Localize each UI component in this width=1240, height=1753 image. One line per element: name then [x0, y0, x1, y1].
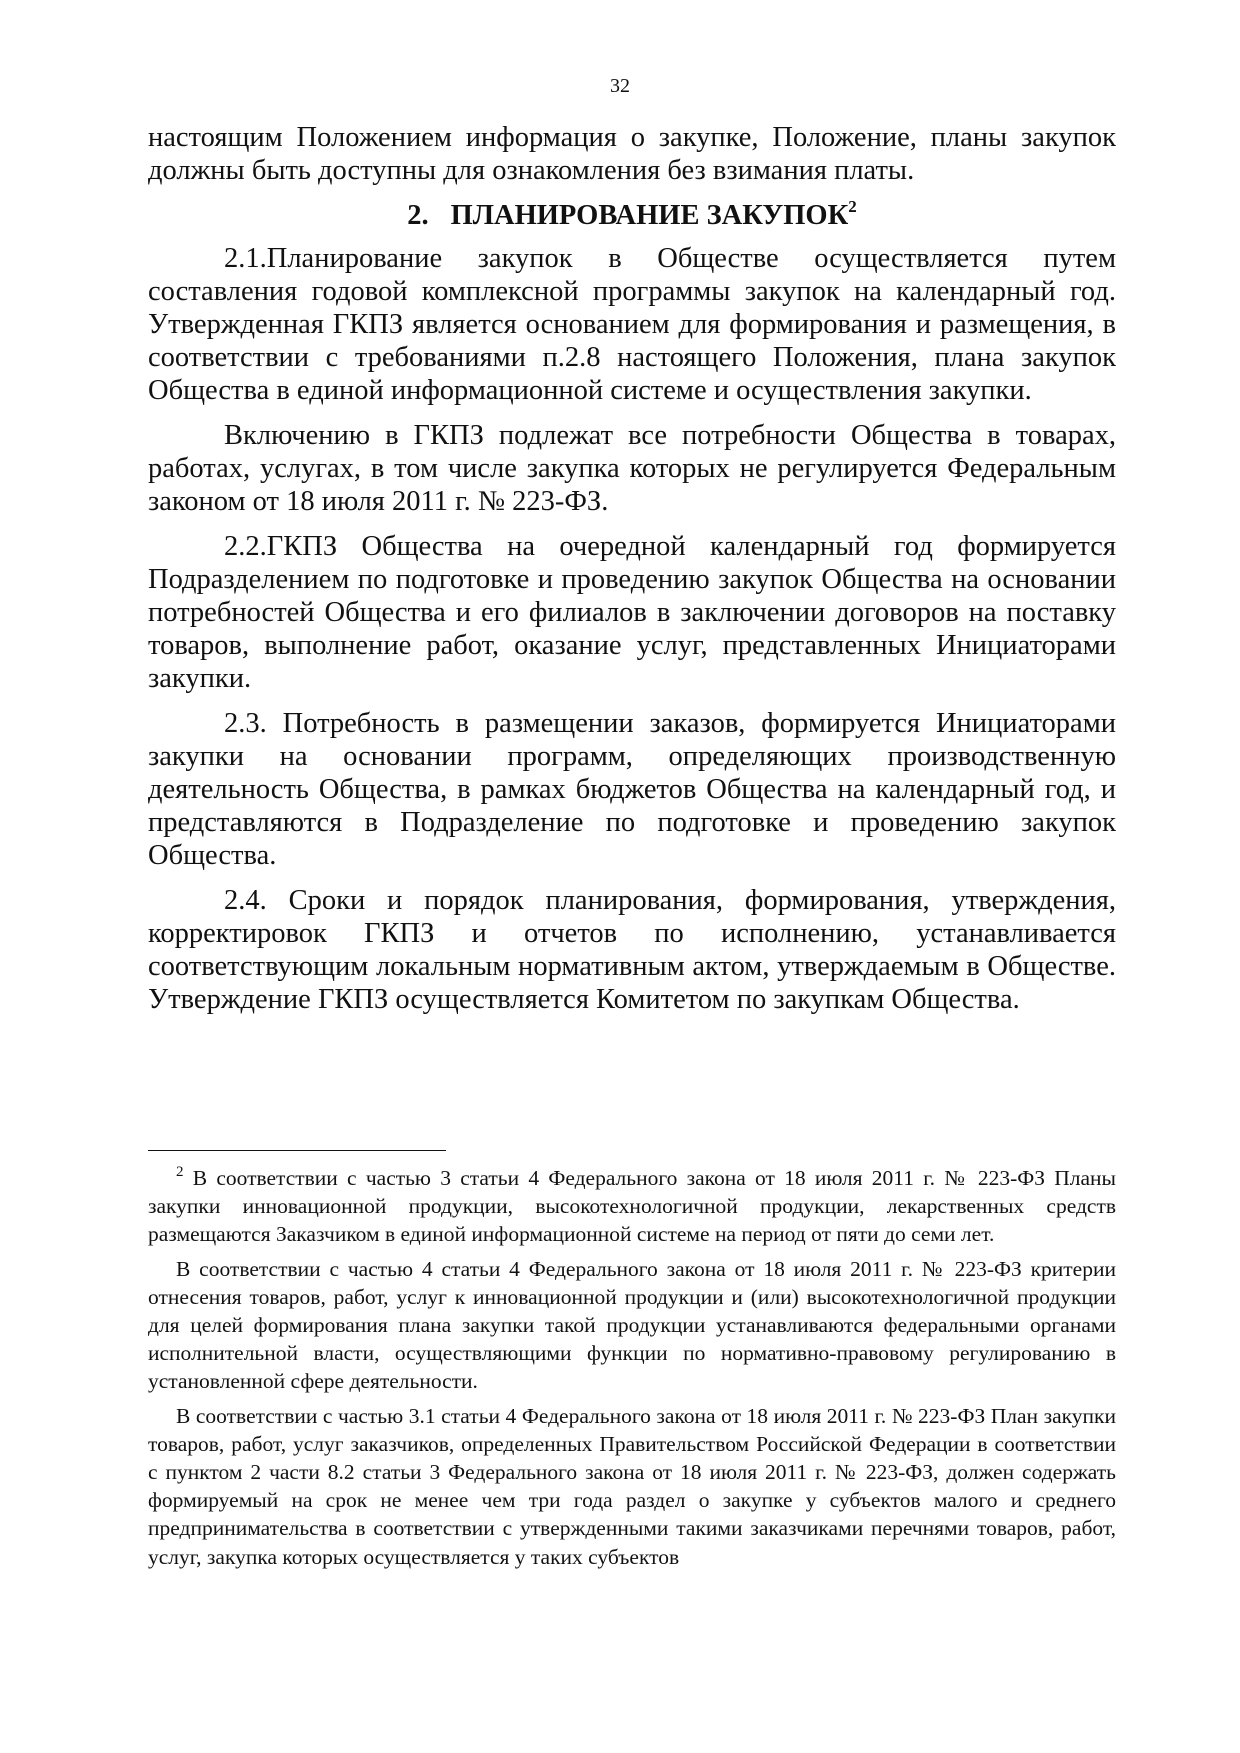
main-text	[148, 121, 1116, 1028]
paragraph-2-3: 2.3. Потребность в размещении заказов, формируется Инициаторами закупки на основании программ, определяющих производственную деятельность Общества, в рамках бюджетов Общества на календарный год, и представляются в Подразделение по подготовке и проведению закупок Общества.	[148, 708, 1116, 871]
footnote-text: В соответствии с частью 3 статьи 4 Федерального закона от 18 июля 2011 г. № 223-ФЗ Планы закупки инновационной продукции, высокотехнологичной продукции, лекарственных средств размещаются Заказчиком в единой информационной системе на период от пяти до семи лет.	[148, 1166, 1117, 1247]
section-title: ПЛАНИРОВАНИЕ ЗАКУПОК	[450, 200, 849, 231]
footnote-marker: 2	[176, 1164, 184, 1180]
page-number: 32	[610, 75, 630, 97]
footnote-3: В соответствии с частью 3.1 статьи 4 Федерального закона от 18 июля 2011 г. № 223-ФЗ План закупки товаров, работ, услуг заказчиков, определенных Правительством Российской Федерации в соответствии с пунктом 2 части 8.2 статьи 3 Федерального закона от 18 июля 2011 г. № 223-ФЗ, должен содержать формируемый на срок не менее чем три года раздел о закупке у субъектов малого и среднего предпринимательства в соответствии с утвержденными такими заказчиками перечнями товаров, работ, услуг, закупка которых осуществляется у таких субъектов	[148, 1403, 1116, 1569]
footnote-separator	[148, 1150, 446, 1151]
section-number: 2.	[407, 200, 429, 231]
paragraph-2-2: 2.2.ГКПЗ Общества на очередной календарный год формируется Подразделением по подготовке и проведению закупок Общества на основании потребностей Общества и его филиалов в заключении договоров на поставку товаров, выполнение работ, оказание услуг, представленных Инициаторами закупки.	[148, 531, 1116, 694]
footnote-1	[148, 1164, 1116, 1249]
paragraph-2-1: 2.1.Планирование закупок в Обществе осуществляется путем составления годовой комплексной программы закупок на календарный год. Утвержденная ГКПЗ является основанием для формирования и размещения, в соответствии с требованиями п.2.8 настоящего Положения, плана закупок Общества в единой информационной системе и осуществления закупки.	[148, 243, 1116, 406]
footnote-reference[interactable]: 2	[848, 197, 857, 216]
continuation-paragraph: настоящим Положением информация о закупке, Положение, планы закупок должны быть доступны для ознакомления без взимания платы.	[148, 122, 1116, 186]
paragraph-inclusion: Включению в ГКПЗ подлежат все потребности Общества в товарах, работах, услугах, в том числе закупка которых не регулируется Федеральным законом от 18 июля 2011 г. № 223-ФЗ.	[148, 420, 1116, 517]
paragraph-2-4: 2.4. Сроки и порядок планирования, формирования, утверждения, корректировок ГКПЗ и отчетов по исполнению, устанавливается соответствующим локальным нормативным актом, утверждаемым в Обществе. Утверждение ГКПЗ осуществляется Комитетом по закупкам Общества.	[148, 885, 1116, 1015]
footnotes	[148, 1164, 1116, 1577]
footnote-2: В соответствии с частью 4 статьи 4 Федерального закона от 18 июля 2011 г. № 223-ФЗ критерии отнесения товаров, работ, услуг к инновационной продукции и (или) высокотехнологичной продукции для целей формирования плана закупки такой продукции устанавливаются федеральными органами исполнительной власти, осуществляющими функции по нормативно-правовому регулированию в установленной сфере деятельности.	[148, 1256, 1116, 1394]
section-heading	[148, 199, 1116, 232]
